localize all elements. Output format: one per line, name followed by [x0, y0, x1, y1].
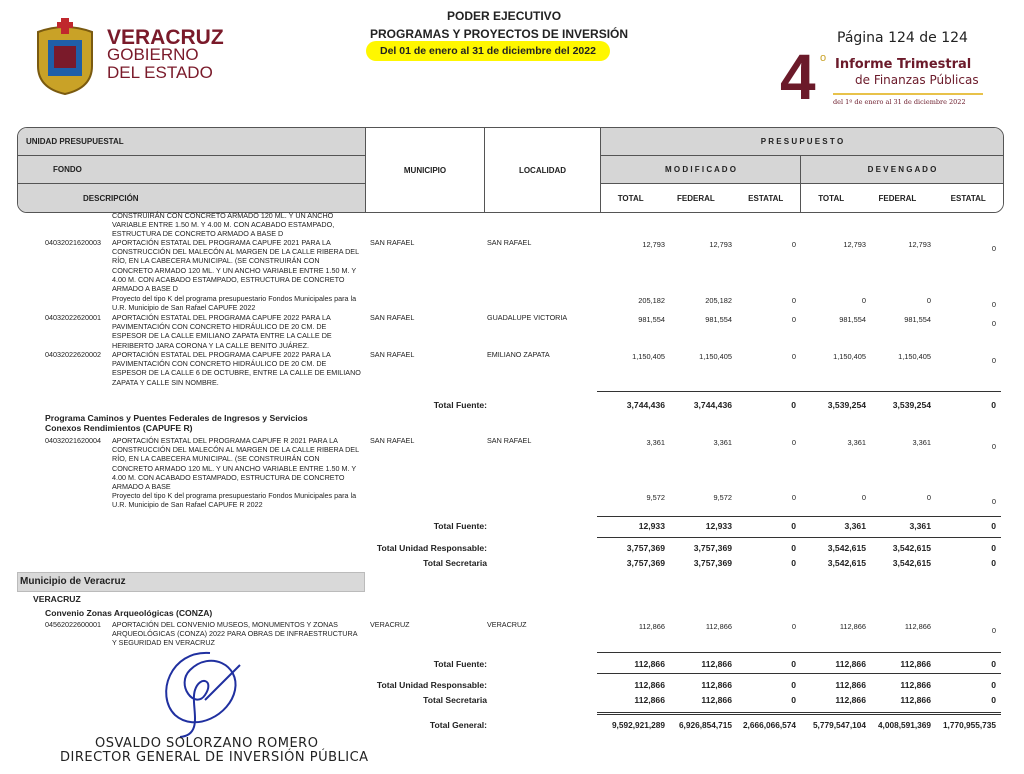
total-amount: 2,666,066,574: [742, 720, 796, 730]
row-municipio: VERACRUZ: [370, 620, 410, 629]
amount-cell: 1,150,405: [699, 352, 732, 361]
project-code: 04032021620003: [45, 238, 101, 247]
signer-title: DIRECTOR GENERAL DE INVERSIÓN PÚBLICA: [60, 750, 369, 765]
row-description: Proyecto del tipo K del programa presupuestario Fondos Municipales para la U.R. Municipio de San Rafael CAPUFE 2022: [112, 294, 357, 313]
total-amount: 3,542,615: [827, 543, 866, 553]
program-title: Programa Caminos y Puentes Federales de Ingresos y Servicios Conexos Rendimientos (CAPUFE R): [45, 413, 308, 433]
amount-cell: 12,793: [908, 240, 931, 249]
header-modificado: M O D I F I C A D O: [600, 155, 801, 184]
program-title: Convenio Zonas Arqueológicas (CONZA): [45, 608, 213, 618]
total-amount: 0: [991, 659, 996, 669]
total-amount: 0: [991, 695, 996, 705]
report-subtitle: de Finanzas Públicas: [855, 73, 979, 87]
total-amount: 0: [791, 695, 796, 705]
amount-cell: 1,150,405: [632, 352, 665, 361]
amount-cell: 981,554: [904, 315, 931, 324]
total-amount: 112,866: [835, 659, 866, 669]
col-estatal: ESTATAL: [950, 193, 986, 203]
amount-cell: 112,866: [904, 622, 931, 631]
report-period: Del 01 de enero al 31 de diciembre del 2022: [366, 41, 610, 61]
col-estatal: ESTATAL: [748, 193, 784, 203]
report-underline: [833, 93, 983, 95]
amount-cell: 0: [991, 356, 996, 365]
row-municipio: SAN RAFAEL: [370, 350, 415, 359]
total-label: Total Unidad Responsable:: [376, 680, 487, 690]
amount-cell: 0: [791, 438, 796, 447]
amount-cell: 0: [991, 442, 996, 451]
amount-cell: 1,150,405: [833, 352, 866, 361]
row-municipio: SAN RAFAEL: [370, 238, 415, 247]
row-description: APORTACIÓN ESTATAL DEL PROGRAMA CAPUFE 2022 PARA LA PAVIMENTACIÓN CON CONCRETO HIDRÁULICO DE 20 CM. DE ESPESOR DE LA CALLE EMILIANO ZAPATA ENTRE LA CALLE DE HERIBERTO JARA CORONA Y LA CALLE BENITO JUÁREZ.: [112, 313, 332, 350]
total-label: Total General:: [429, 720, 487, 730]
total-amount: 5,779,547,104: [812, 720, 866, 730]
total-amount: 0: [791, 521, 796, 531]
total-amount: 0: [791, 680, 796, 690]
row-municipio: SAN RAFAEL: [370, 436, 415, 445]
total-amount: 3,542,615: [892, 558, 931, 568]
row-description: CONSTRUIRÁN CON CONCRETO ARMADO 120 ML. Y UN ANCHO VARIABLE ENTRE 1.50 M. Y 4.00 M. CON ACABADO ESTAMPADO, ESTRUCTURA DE CONCRETO ARMADO A BASE D: [112, 211, 335, 239]
project-code: 04032022620001: [45, 313, 101, 322]
total-amount: 0: [991, 400, 996, 410]
total-label: Total Unidad Responsable:: [376, 543, 487, 553]
header-localidad: LOCALIDAD: [484, 127, 601, 213]
total-amount: 112,866: [701, 695, 732, 705]
header-fondo: FONDO: [17, 155, 366, 184]
amount-cell: 12,793: [642, 240, 665, 249]
amount-cell: 0: [791, 296, 796, 305]
total-amount: 0: [991, 521, 996, 531]
header-unidad: UNIDAD PRESUPUESTAL: [17, 127, 366, 156]
row-localidad: SAN RAFAEL: [487, 436, 532, 445]
col-federal: FEDERAL: [677, 193, 715, 203]
total-amount: 0: [791, 543, 796, 553]
total-amount: 3,757,369: [626, 558, 665, 568]
total-amount: 112,866: [835, 680, 866, 690]
total-amount: 0: [991, 558, 996, 568]
total-label: Total Fuente:: [433, 521, 487, 531]
total-amount: 3,744,436: [626, 400, 665, 410]
header-presupuesto: P R E S U P U E S T O: [600, 127, 1004, 156]
row-localidad: SAN RAFAEL: [487, 238, 532, 247]
col-total: TOTAL: [617, 193, 644, 203]
amount-cell: 981,554: [705, 315, 732, 324]
total-amount: 112,866: [900, 680, 931, 690]
logo-veracruz: VERACRUZ: [107, 26, 224, 49]
amount-cell: 0: [791, 493, 796, 502]
total-amount: 112,866: [701, 659, 732, 669]
row-description: APORTACIÓN ESTATAL DEL PROGRAMA CAPUFE 2022 PARA LA PAVIMENTACIÓN CON CONCRETO HIDRÁULICO DE 20 CM. DE ESPESOR DE LA CALLE 6 DE OCTUBRE, ENTRE LA CALLE DE EMILIANO ZAPATA Y CALLE SIN NOMBRE.: [112, 350, 361, 387]
total-amount: 112,866: [634, 695, 665, 705]
amount-cell: 0: [861, 296, 866, 305]
amount-cell: 3,361: [713, 438, 732, 447]
total-label: Total Fuente:: [433, 659, 487, 669]
municipio-title: VERACRUZ: [33, 594, 81, 604]
amount-cell: 0: [991, 626, 996, 635]
amount-cell: 981,554: [839, 315, 866, 324]
amount-cell: 0: [991, 497, 996, 506]
amount-cell: 9,572: [646, 493, 665, 502]
row-description: Proyecto del tipo K del programa presupuestario Fondos Municipales para la U.R. Municipio de San Rafael CAPUFE R 2022: [112, 491, 357, 510]
amount-cell: 112,866: [839, 622, 866, 631]
amount-cell: 0: [926, 296, 931, 305]
total-amount: 0: [791, 400, 796, 410]
total-label: Total Fuente:: [433, 400, 487, 410]
total-amount: 4,008,591,369: [877, 720, 931, 730]
report-sup: o: [820, 52, 827, 64]
report-title: Informe Trimestral: [835, 57, 972, 72]
total-amount: 3,542,615: [827, 558, 866, 568]
project-code: 04032022620002: [45, 350, 101, 359]
header-devengado: D E V E N G A D O: [800, 155, 1004, 184]
header-municipio: MUNICIPIO: [365, 127, 485, 213]
unit-title: Municipio de Veracruz: [17, 572, 365, 592]
amount-cell: 0: [991, 300, 996, 309]
total-amount: 9,592,921,289: [611, 720, 665, 730]
total-amount: 0: [791, 558, 796, 568]
total-label: Total Secretaria: [423, 695, 487, 705]
total-amount: 3,361: [909, 521, 931, 531]
total-amount: 112,866: [701, 680, 732, 690]
amount-cell: 12,793: [843, 240, 866, 249]
signature: [150, 645, 260, 745]
total-amount: 3,757,369: [626, 543, 665, 553]
row-localidad: VERACRUZ: [487, 620, 527, 629]
total-amount: 3,542,615: [892, 543, 931, 553]
total-label: Total Secretaria: [423, 558, 487, 568]
table-header: [17, 127, 1004, 213]
total-amount: 3,539,254: [827, 400, 866, 410]
amount-cell: 3,361: [912, 438, 931, 447]
signer-name: OSVALDO SOLORZANO ROMERO: [95, 736, 319, 751]
divider: [597, 516, 1001, 517]
row-description: APORTACIÓN DEL CONVENIO MUSEOS, MONUMENTOS Y ZONAS ARQUEOLÓGICAS (CONZA) 2022 PARA OBRAS DE INFRAESTRUCTURA Y SEGURIDAD EN VERACRUZ: [112, 620, 358, 648]
amount-cell: 0: [791, 315, 796, 324]
amount-cell: 112,866: [705, 622, 732, 631]
total-amount: 0: [991, 680, 996, 690]
row-description: APORTACIÓN ESTATAL DEL PROGRAMA CAPUFE 2021 PARA LA CONSTRUCCIÓN DEL MALECÓN AL MARGEN DE LA CALLE RIBERA DEL RÍO, EN LA CABECERA MUNICIPAL. (SE CONSTRUIRÁN CON CONCRETO ARMADO 120 ML. Y UN ANCHO VARIABLE ENTRE 1.50 M. Y 4.00 M. CON ACABADO ESTAMPADO, ESTRUCTURA DE CONCRETO ARMADO A BASE D: [112, 238, 359, 294]
total-amount: 0: [791, 659, 796, 669]
total-amount: 6,926,854,715: [678, 720, 732, 730]
project-code: 04032021620004: [45, 436, 101, 445]
page-number: Página 124 de 124: [837, 30, 968, 46]
report-dates: del 1º de enero al 31 de diciembre 2022: [833, 98, 966, 106]
row-localidad: GUADALUPE VICTORIA: [487, 313, 568, 322]
total-amount: 3,361: [844, 521, 866, 531]
logo-del-estado: DEL ESTADO: [107, 63, 213, 82]
total-amount: 12,933: [705, 521, 732, 531]
amount-cell: 0: [991, 319, 996, 328]
report-number: 4: [780, 41, 816, 113]
total-amount: 3,744,436: [693, 400, 732, 410]
amount-cell: 0: [991, 244, 996, 253]
amount-cell: 3,361: [847, 438, 866, 447]
logo-gobierno: GOBIERNO: [107, 45, 199, 64]
amount-cell: 1,150,405: [898, 352, 931, 361]
amount-cell: 3,361: [646, 438, 665, 447]
amount-cell: 0: [791, 352, 796, 361]
header-descripcion: DESCRIPCIÓN: [17, 183, 366, 213]
row-description: APORTACIÓN ESTATAL DEL PROGRAMA CAPUFE R 2021 PARA LA CONSTRUCCIÓN DEL MALECÓN AL MARGEN DE LA CALLE RIBERA DEL RÍO, EN LA CABECERA MUNICIPAL. (SE CONSTRUIRÁN CON CONCRETO ARMADO 120 ML. Y UN ANCHO VARIABLE ENTRE 1.50 M. Y 4.00 M. CON ACABADO ESTAMPADO, ESTRUCTURA DE CONCRETO ARMADO A BASE: [112, 436, 359, 492]
amount-cell: 981,554: [638, 315, 665, 324]
total-amount: 112,866: [900, 695, 931, 705]
amount-cell: 0: [861, 493, 866, 502]
amount-cell: 0: [926, 493, 931, 502]
amount-cell: 205,182: [705, 296, 732, 305]
amount-cell: 0: [791, 622, 796, 631]
veracruz-shield-logo: [30, 18, 100, 101]
header-mod-cols: [600, 183, 801, 213]
col-total: TOTAL: [818, 193, 845, 203]
amount-cell: 112,866: [638, 622, 665, 631]
total-amount: 112,866: [634, 659, 665, 669]
divider: [597, 712, 1001, 715]
amount-cell: 0: [791, 240, 796, 249]
divider: [597, 652, 1001, 653]
project-code: 04562022600001: [45, 620, 101, 629]
row-localidad: EMILIANO ZAPATA: [487, 350, 550, 359]
title-programas: PROGRAMAS Y PROYECTOS DE INVERSIÓN: [370, 27, 629, 41]
total-amount: 0: [991, 543, 996, 553]
row-municipio: SAN RAFAEL: [370, 313, 415, 322]
col-federal: FEDERAL: [878, 193, 917, 203]
amount-cell: 9,572: [713, 493, 732, 502]
total-amount: 3,539,254: [892, 400, 931, 410]
total-amount: 112,866: [634, 680, 665, 690]
divider: [597, 537, 1001, 538]
total-amount: 3,757,369: [693, 543, 732, 553]
total-amount: 112,866: [900, 659, 931, 669]
total-amount: 12,933: [638, 521, 665, 531]
total-amount: 3,757,369: [693, 558, 732, 568]
amount-cell: 205,182: [638, 296, 665, 305]
title-poder-ejecutivo: PODER EJECUTIVO: [447, 9, 562, 23]
total-amount: 1,770,955,735: [942, 720, 996, 730]
total-amount: 112,866: [835, 695, 866, 705]
amount-cell: 12,793: [709, 240, 732, 249]
divider: [597, 673, 1001, 674]
header-dev-cols: [800, 183, 1004, 213]
divider: [597, 391, 1001, 392]
